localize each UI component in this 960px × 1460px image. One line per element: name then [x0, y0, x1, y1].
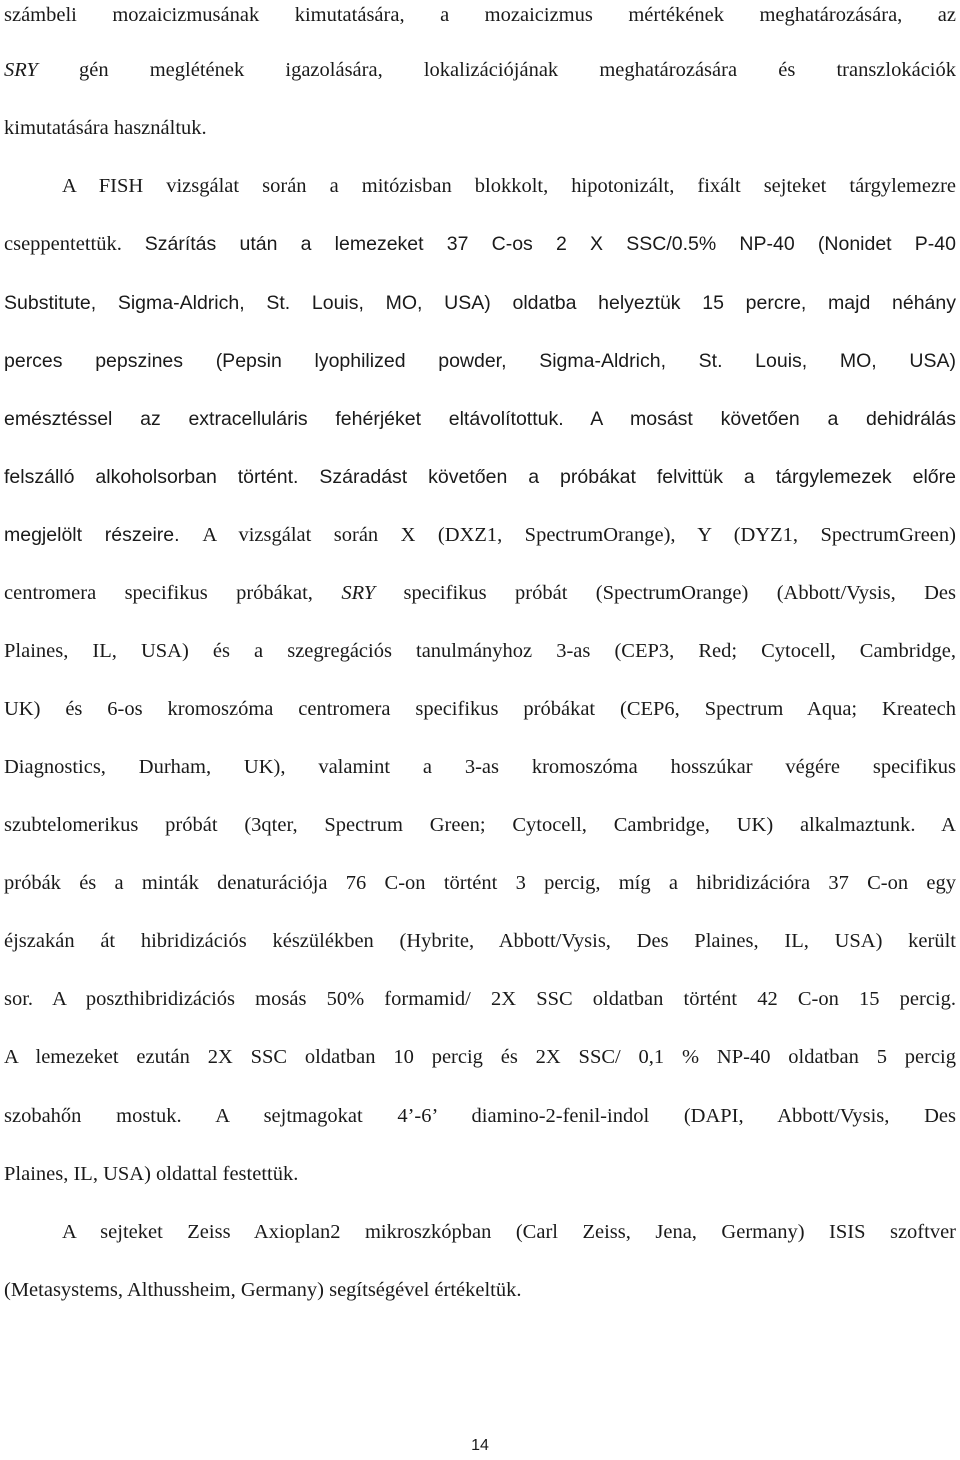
- paragraph-line: [4, 229, 956, 259]
- paragraph-line: [4, 113, 956, 143]
- text-run: specifikus próbát (SpectrumOrange) (Abbott/Vysis, Des: [375, 582, 956, 604]
- paragraph-line: [4, 984, 956, 1014]
- paragraph-line: [4, 171, 956, 201]
- text-run: Diagnostics, Durham, UK), valamint a 3-as kromoszóma hosszúkar végére specifikus: [4, 756, 956, 778]
- text-run: felszálló alkoholsorban történt. Száradást követően a próbákat felvittük a tárgylemezek előre: [4, 466, 956, 488]
- paragraph-line: [4, 1101, 956, 1131]
- paragraph-line: [4, 520, 956, 550]
- text-run: cseppentettük.: [4, 233, 145, 255]
- text-run: szubtelomerikus próbát (3qter, Spectrum Green; Cytocell, Cambridge, UK) alkalmaztunk. A: [4, 814, 956, 836]
- gene-name: SRY: [4, 59, 38, 81]
- text-run: számbeli mozaicizmusának kimutatására, a mozaicizmus mértékének meghatározására, az: [4, 4, 956, 26]
- text-run: centromera specifikus próbákat,: [4, 582, 342, 604]
- text-run: Plaines, IL, USA) és a szegregációs tanulmányhoz 3-as (CEP3, Red; Cytocell, Cambridge,: [4, 640, 956, 662]
- text-run: emésztéssel az extracelluláris fehérjéket eltávolítottuk. A mosást követően a dehidrálás: [4, 408, 956, 430]
- text-run: (Metasystems, Althussheim, Germany) segítségével értékeltük.: [4, 1279, 522, 1301]
- text-run: Substitute, Sigma-Aldrich, St. Louis, MO, USA) oldatba helyeztük 15 percre, majd néhány: [4, 292, 956, 314]
- paragraph-line: [4, 404, 956, 434]
- text-run: sor. A poszthibridizációs mosás 50% formamid/ 2X SSC oldatban történt 42 C-on 15 percig.: [4, 988, 956, 1010]
- text-run: szobahőn mostuk. A sejtmagokat 4’-6’ diamino-2-fenil-indol (DAPI, Abbott/Vysis, Des: [4, 1105, 956, 1127]
- text-run: kimutatására használtuk.: [4, 117, 207, 139]
- text-run: próbák és a minták denaturációja 76 C-on történt 3 percig, míg a hibridizációra 37 C-on egy: [4, 872, 956, 894]
- paragraph-line: [4, 1159, 956, 1189]
- paragraph-line: [4, 1042, 956, 1072]
- paragraph-line: [4, 810, 956, 840]
- paragraph-line: [4, 752, 956, 782]
- paragraph-line: [4, 1275, 956, 1305]
- paragraph-line: [4, 288, 956, 318]
- paragraph-line: [4, 0, 956, 30]
- text-run: A lemezeket ezután 2X SSC oldatban 10 percig és 2X SSC/ 0,1 % NP-40 oldatban 5 percig: [4, 1046, 956, 1068]
- text-run: éjszakán át hibridizációs készülékben (Hybrite, Abbott/Vysis, Des Plaines, IL, USA) került: [4, 930, 956, 952]
- paragraph-line: [4, 55, 956, 85]
- paragraph-line: [4, 636, 956, 666]
- text-run: Szárítás után a lemezeket 37 C-os 2 X SSC/0.5% NP-40 (Nonidet P-40: [144, 233, 956, 255]
- paragraph-line: [4, 1217, 956, 1247]
- gene-name: SRY: [341, 582, 376, 604]
- text-run: UK) és 6-os kromoszóma centromera specifikus próbákat (CEP6, Spectrum Aqua; Kreatech: [4, 698, 956, 720]
- paragraph-line: [4, 926, 956, 956]
- paragraph-line: [4, 346, 956, 376]
- text-run: gén meglétének igazolására, lokalizációjának meghatározására és transzlokációk: [37, 59, 956, 81]
- text-run: A vizsgálat során X (DXZ1, SpectrumOrange), Y (DYZ1, SpectrumGreen): [202, 524, 956, 546]
- text-run: A FISH vizsgálat során a mitózisban blokkolt, hipotonizált, fixált sejteket tárgylemezre: [62, 175, 956, 197]
- text-run: A sejteket Zeiss Axioplan2 mikroszkópban (Carl Zeiss, Jena, Germany) ISIS szoftver: [62, 1221, 956, 1243]
- text-run: Plaines, IL, USA) oldattal festettük.: [4, 1163, 299, 1185]
- paragraph-line: [4, 578, 956, 608]
- text-run: megjelölt részeire.: [4, 524, 203, 546]
- paragraph-line: [4, 462, 956, 492]
- page-number: 14: [471, 1437, 489, 1454]
- text-run: perces pepszines (Pepsin lyophilized powder, Sigma-Aldrich, St. Louis, MO, USA): [4, 350, 956, 372]
- paragraph-line: [4, 868, 956, 898]
- paragraph-line: [4, 694, 956, 724]
